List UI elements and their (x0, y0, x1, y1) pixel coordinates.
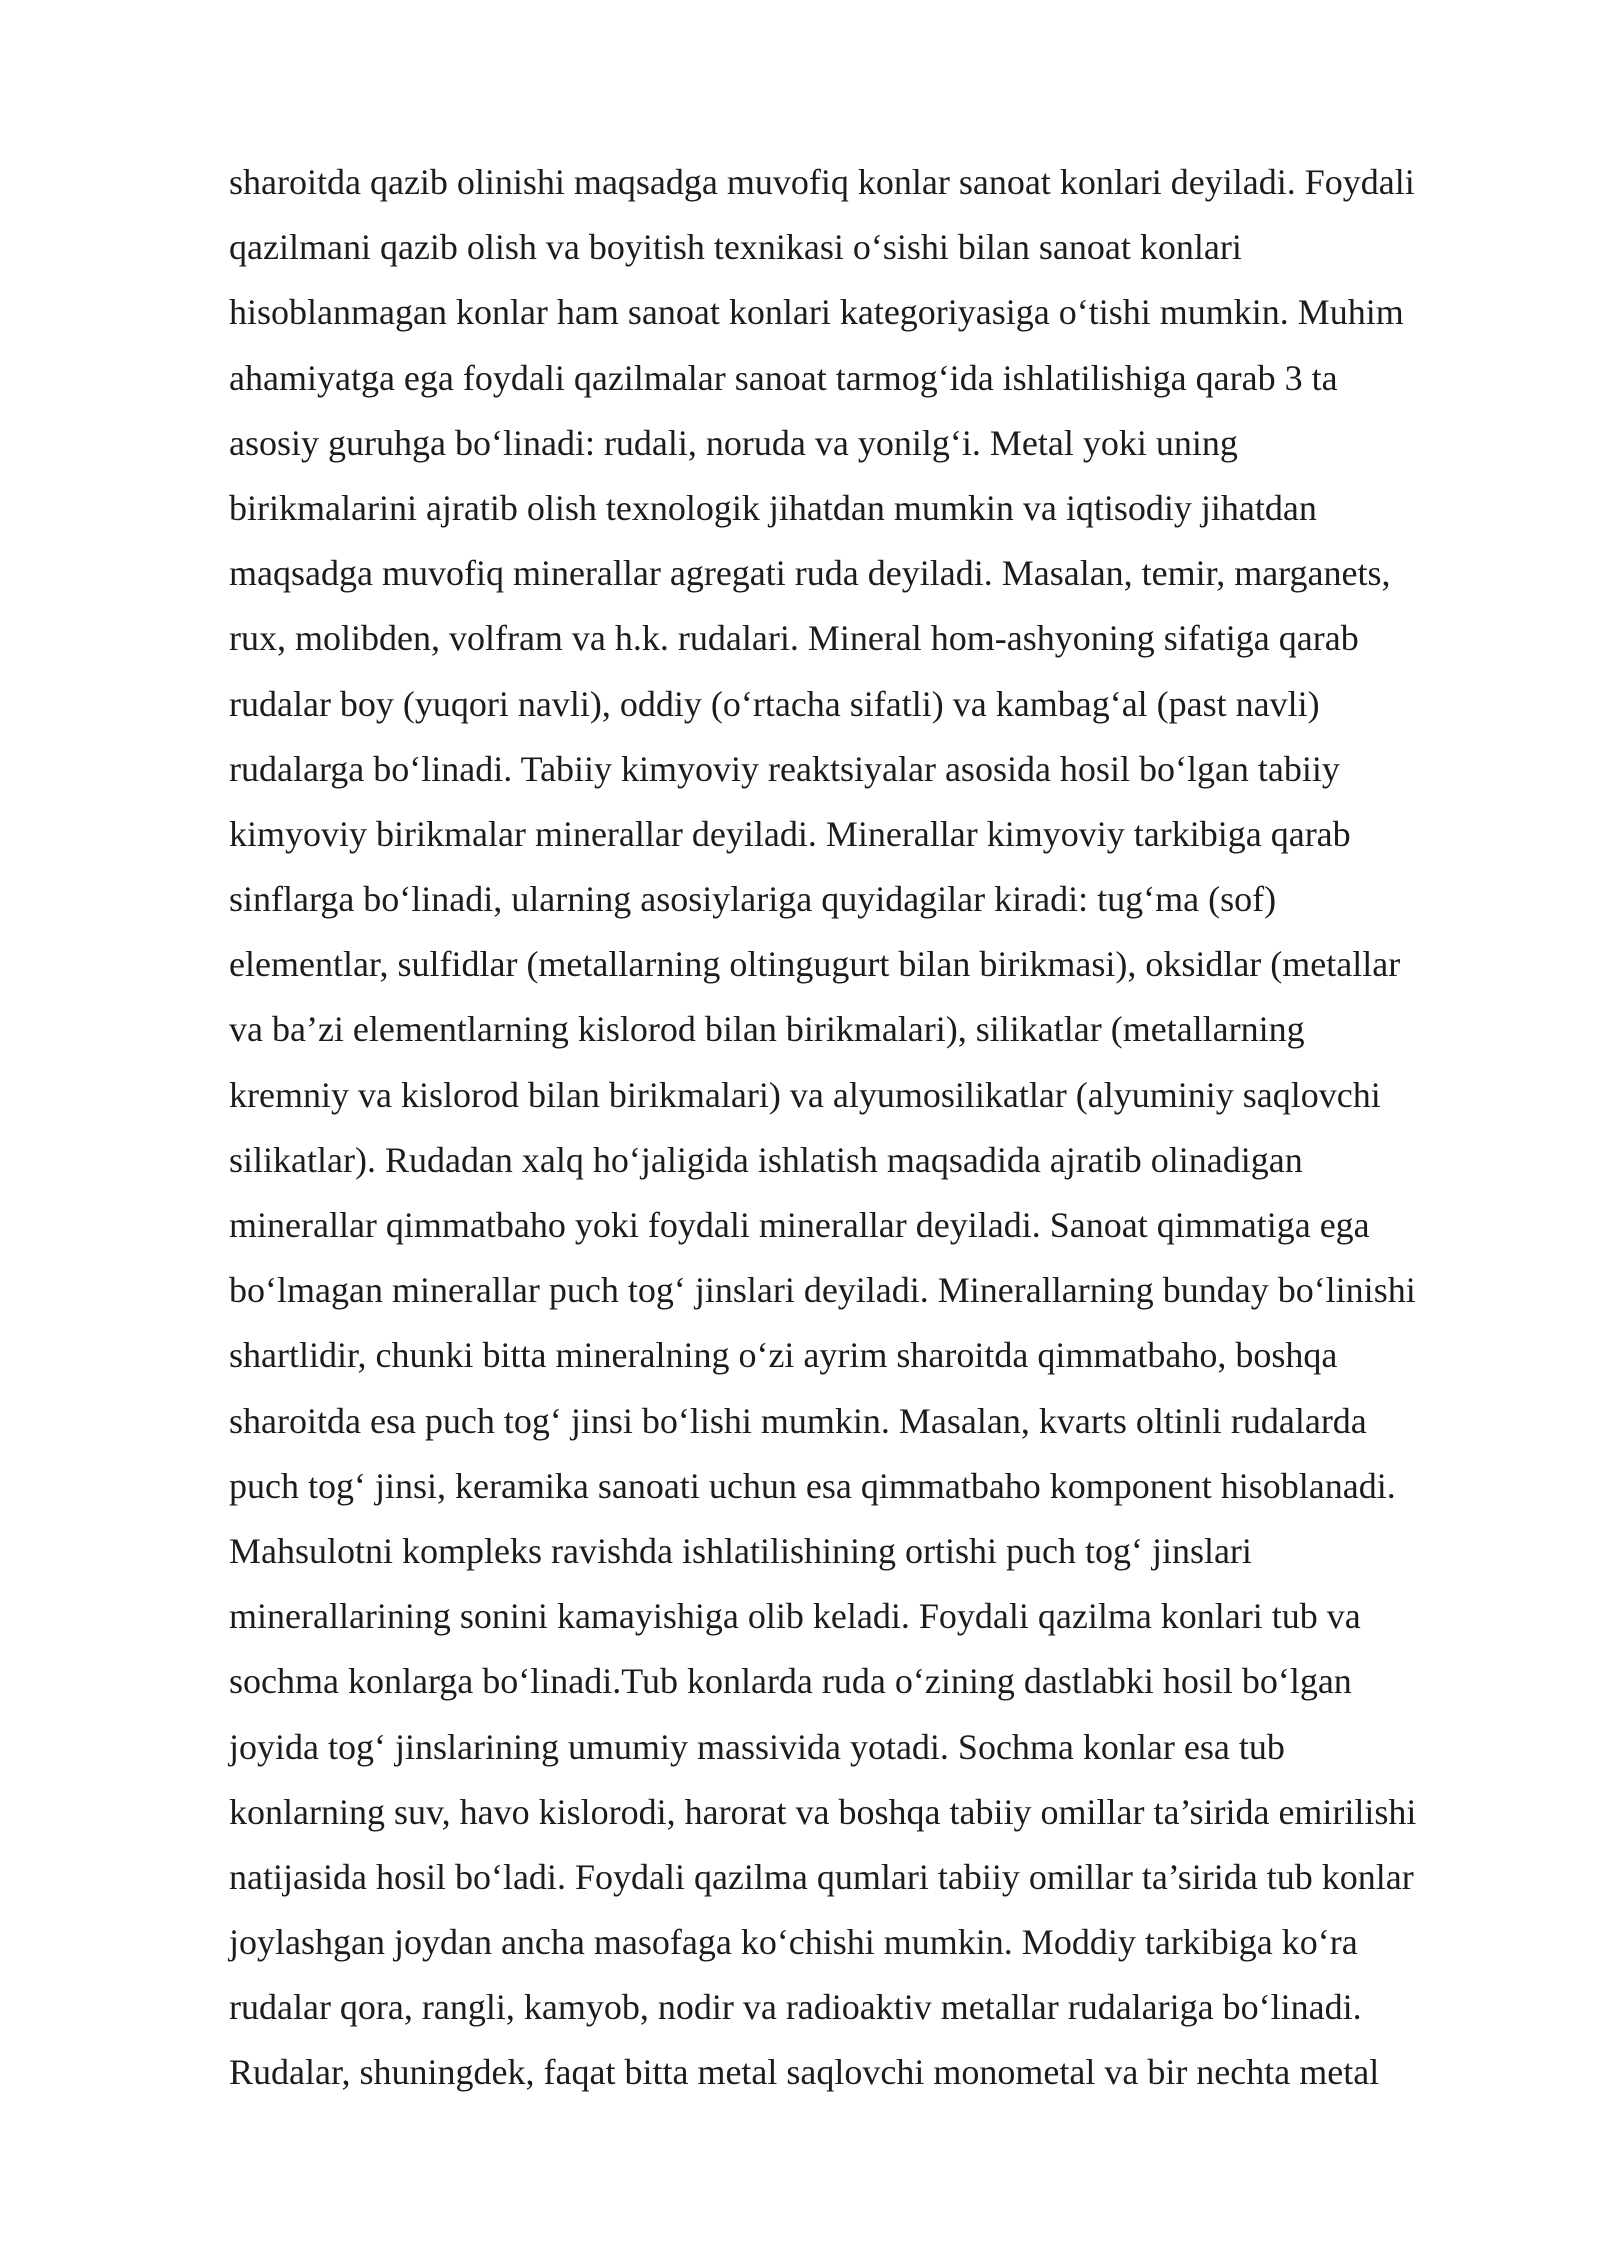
text-line: rudalarga bo‘linadi. Tabiiy kimyoviy reaktsiyalar asosida hosil bo‘lgan tabiiy (229, 748, 1340, 789)
text-line: rux, molibden, volfram va h.k. rudalari. Mineral hom-ashyoning sifatiga qarab (229, 618, 1359, 659)
text-line: minerallar qimmatbaho yoki foydali minerallar deyiladi. Sanoat qimmatiga ega (229, 1205, 1370, 1245)
text-line: rudalar qora, rangli, kamyob, nodir va radioaktiv metallar rudalariga bo‘linadi. (229, 1987, 1362, 2028)
text-line: sochma konlarga bo‘linadi.Tub konlarda ruda o‘zining dastlabki hosil bo‘lgan (229, 1661, 1352, 1702)
text-line: maqsadga muvofiq minerallar agregati ruda deyiladi. Masalan, temir, marganets, (229, 553, 1391, 594)
text-line: joyida tog‘ jinslarining umumiy massivida yotadi. Sochma konlar esa tub (229, 1726, 1285, 1767)
text-line: minerallarining sonini kamayishiga olib keladi. Foydali qazilma konlari tub va (229, 1596, 1361, 1637)
text-line: va ba’zi elementlarning kislorod bilan birikmalari), silikatlar (metallarning (229, 1009, 1305, 1050)
text-line: joylashgan joydan ancha masofaga ko‘chishi mumkin. Moddiy tarkibiga ko‘ra (229, 1922, 1358, 1963)
text-line: Mahsulotni kompleks ravishda ishlatilishining ortishi puch tog‘ jinslari (229, 1530, 1252, 1571)
text-line: birikmalarini ajratib olish texnologik jihatdan mumkin va iqtisodiy jihatdan (229, 487, 1317, 528)
text-line: shartlidir, chunki bitta mineralning o‘zi ayrim sharoitda qimmatbaho, boshqa (229, 1335, 1338, 1376)
text-line: ahamiyatga ega foydali qazilmalar sanoat tarmog‘ida ishlatilishiga qarab 3 ta (229, 357, 1338, 398)
text-line: sharoitda qazib olinishi maqsadga muvofiq konlar sanoat konlari deyiladi. Foydali (229, 162, 1415, 202)
text-line: Rudalar, shuningdek, faqat bitta metal saqlovchi monometal va bir nechta metal (229, 2052, 1380, 2093)
text-line: konlarning suv, havo kislorodi, harorat va boshqa tabiiy omillar ta’sirida emirilishi (229, 1791, 1417, 1832)
text-line: natijasida hosil bo‘ladi. Foydali qazilma qumlari tabiiy omillar ta’sirida tub konlar (229, 1856, 1414, 1897)
text-line: asosiy guruhga bo‘linadi: rudali, noruda va yonilg‘i. Metal yoki uning (229, 422, 1238, 463)
body-text (229, 150, 1529, 2106)
text-line: qazilmani qazib olish va boyitish texnikasi o‘sishi bilan sanoat konlari (229, 227, 1242, 268)
text-line: sharoitda esa puch tog‘ jinsi bo‘lishi mumkin. Masalan, kvarts oltinli rudalarda (229, 1400, 1367, 1441)
text-line: hisoblanmagan konlar ham sanoat konlari kategoriyasiga o‘tishi mumkin. Muhim (229, 292, 1404, 333)
text-line: bo‘lmagan minerallar puch tog‘ jinslari deyiladi. Minerallarning bunday bo‘linishi (229, 1270, 1416, 1311)
text-line: sinflarga bo‘linadi, ularning asosiylariga quyidagilar kiradi: tug‘ma (sof) (229, 879, 1277, 920)
text-line: kimyoviy birikmalar minerallar deyiladi. Minerallar kimyoviy tarkibiga qarab (229, 813, 1351, 854)
text-line: silikatlar). Rudadan xalq ho‘jaligida ishlatish maqsadida ajratib olinadigan (229, 1139, 1303, 1180)
text-line: puch tog‘ jinsi, keramika sanoati uchun esa qimmatbaho komponent hisoblanadi. (229, 1465, 1396, 1506)
text-line: elementlar, sulfidlar (metallarning oltingugurt bilan birikmasi), oksidlar (metallar (229, 944, 1401, 985)
text-line: rudalar boy (yuqori navli), oddiy (o‘rtacha sifatli) va kambag‘al (past navli) (229, 683, 1320, 724)
text-line: kremniy va kislorod bilan birikmalari) va alyumosilikatlar (alyuminiy saqlovchi (229, 1074, 1381, 1115)
